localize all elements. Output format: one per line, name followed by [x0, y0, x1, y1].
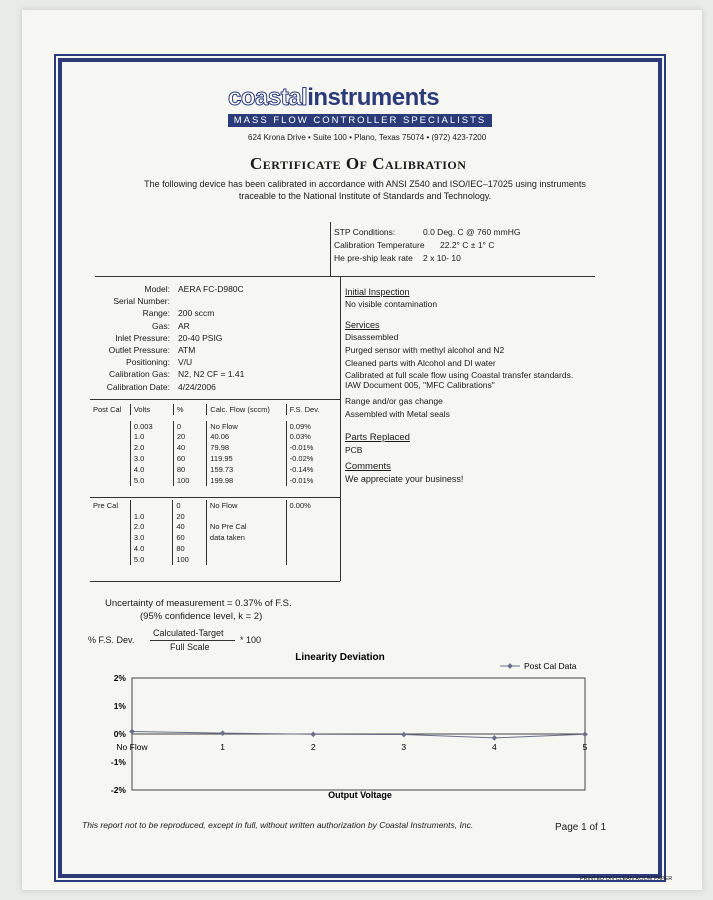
device-field-label: Calibration Date: — [106, 381, 170, 392]
table-cell: 1.0 — [130, 511, 173, 522]
disclaimer: This report not to be reproduced, except in full, without written authorization by Coastal Instruments, Inc. — [82, 820, 474, 830]
device-field-label: Range: — [142, 308, 170, 319]
divider — [90, 581, 340, 582]
table-cell — [90, 511, 130, 522]
divider — [340, 276, 341, 581]
device-field-label: Model: — [144, 284, 170, 294]
device-field-value: N2, N2 CF = 1.41 — [178, 369, 245, 380]
x-tick-label: 5 — [582, 742, 588, 752]
table-cell: 3.0 — [130, 532, 173, 543]
device-field-value: V/U — [178, 357, 193, 368]
table-cell: -0.01% — [286, 442, 340, 453]
table-cell: 20 — [173, 511, 207, 522]
y-tick-label: 1% — [113, 701, 126, 711]
table-cell: -0.01% — [286, 475, 340, 486]
table-row — [90, 543, 340, 554]
table-row — [90, 442, 340, 453]
post-cal-table — [90, 404, 340, 486]
table-cell — [130, 500, 173, 511]
linearity-chart — [90, 650, 610, 800]
x-tick-label: 2 — [310, 742, 316, 752]
leak-label: He pre-ship leak rate — [334, 253, 413, 263]
formula-numerator: Calculated-Target — [153, 628, 224, 638]
device-field-value: 4/24/2006 — [178, 381, 216, 392]
table-row — [90, 511, 340, 522]
table-cell: 40 — [173, 522, 207, 533]
parts-title: Parts Replaced — [345, 432, 410, 443]
x-tick-label: 3 — [401, 742, 407, 752]
table-cell: 159.73 — [207, 464, 286, 475]
uncertainty-line: Uncertainty of measurement = 0.37% of F.S. — [105, 598, 292, 609]
table-cell: -0.14% — [286, 464, 340, 475]
y-tick-label: -1% — [110, 757, 126, 767]
table-cell: 0 — [173, 500, 207, 511]
table-row — [90, 464, 340, 475]
device-field-value: AR — [178, 320, 190, 331]
table-cell: 0.03% — [286, 432, 340, 443]
table-cell: 20 — [173, 432, 206, 443]
table-cell — [90, 453, 130, 464]
device-field-label: Positioning: — [126, 357, 170, 368]
inspection-title: Initial Inspection — [345, 287, 410, 297]
table-cell — [90, 475, 130, 486]
table-cell: No Flow — [206, 500, 286, 511]
table-cell: 119.95 — [207, 453, 286, 464]
intro-text: The following device has been calibrated in accordance with ANSI Z540 and ISO/IEC–17025 using instruments traceable to the National Institute of Standards and Technology. — [144, 179, 586, 201]
pre-cal-table — [90, 500, 340, 565]
table-cell: 40.06 — [207, 432, 286, 443]
data-point — [401, 732, 407, 738]
stp-value: 0.0 Deg. C @ 760 mmHG — [423, 227, 521, 237]
table-cell: 80 — [173, 464, 206, 475]
leak-value: 2 x 10- 10 — [423, 253, 461, 263]
column-header: F.S. Dev. — [286, 404, 340, 415]
table-cell: No Flow — [207, 421, 286, 432]
column-header: Volts — [130, 404, 173, 415]
table-cell — [206, 543, 286, 554]
table-cell: 5.0 — [130, 554, 173, 565]
x-axis-label: Output Voltage — [328, 790, 392, 800]
device-field-value: ATM — [178, 345, 196, 355]
table-cell: 79.98 — [207, 442, 286, 453]
data-point — [310, 731, 316, 737]
table-cell — [286, 543, 340, 554]
table-row — [90, 532, 340, 543]
chart-title: Linearity Deviation — [295, 652, 385, 663]
device-field-label: Gas: — [152, 320, 170, 331]
formula-prefix: % F.S. Dev. — [88, 635, 135, 645]
table-row — [90, 432, 340, 443]
device-field-value: AERA FC-D980C — [178, 284, 244, 294]
table-cell — [206, 511, 286, 522]
table-cell: 60 — [173, 453, 206, 464]
table-cell: 0.09% — [286, 421, 340, 432]
formula-multiplier: * 100 — [240, 635, 262, 645]
column-header: Calc. Flow (sccm) — [207, 404, 286, 415]
divider — [330, 222, 331, 276]
table-cell — [90, 532, 130, 543]
table-cell: 100 — [173, 554, 207, 565]
table-cell: data taken — [206, 532, 286, 543]
data-point — [492, 735, 498, 741]
table-cell: 2.0 — [130, 522, 173, 533]
table-cell — [90, 543, 130, 554]
table-cell — [90, 432, 130, 443]
table-cell: 60 — [173, 532, 207, 543]
device-field-value: 200 sccm — [178, 308, 215, 319]
table-cell — [286, 522, 340, 533]
table-row — [90, 453, 340, 464]
y-tick-label: 2% — [113, 673, 126, 683]
inspection-text: No visible contamination — [345, 299, 438, 309]
table-cell: 80 — [173, 543, 207, 554]
temp-label: Calibration Temperature — [334, 240, 425, 250]
paper-note: PRINTED ON CLEAN ROOM PAPER — [580, 876, 673, 882]
company-address: 624 Krona Drive • Suite 100 • Plano, Texas 75074 • (972) 423-7200 — [248, 133, 487, 142]
x-tick-label: 4 — [492, 742, 497, 752]
fraction-bar — [150, 640, 235, 641]
post-cal-label: Post Cal — [93, 404, 122, 414]
comments-text: We appreciate your business! — [345, 474, 464, 484]
x-tick-label: No Flow — [116, 742, 148, 752]
table-cell: 2.0 — [130, 442, 173, 453]
service-item: Calibrated at full scale flow using Coastal transfer standards. IAW Document 005, "MFC Calibrations" — [345, 370, 574, 390]
table-cell: 4.0 — [130, 543, 173, 554]
legend-marker — [507, 663, 513, 669]
table-cell — [90, 464, 130, 475]
table-cell — [90, 442, 130, 453]
table-cell: No Pre Cal — [206, 522, 286, 533]
table-row — [90, 522, 340, 533]
device-field-label: Calibration Gas: — [109, 369, 170, 380]
confidence-line: (95% confidence level, k = 2) — [140, 611, 263, 622]
device-field-value: 20-40 PSIG — [178, 332, 223, 343]
formula-denominator: Full Scale — [170, 642, 210, 652]
device-field-label: Inlet Pressure: — [115, 332, 170, 343]
table-cell — [90, 421, 130, 432]
y-tick-label: -2% — [110, 785, 126, 795]
device-field-label: Outlet Pressure: — [108, 345, 170, 355]
pre-cal-label: Pre Cal — [93, 500, 119, 510]
series-line — [132, 731, 585, 737]
table-cell: 199.98 — [207, 475, 286, 486]
service-item: Disassembled — [345, 332, 399, 342]
divider — [95, 276, 595, 277]
x-tick-label: 1 — [220, 742, 225, 752]
table-cell: 0.00% — [286, 500, 340, 511]
table-cell — [90, 522, 130, 533]
table-cell: 3.0 — [130, 453, 173, 464]
table-header-row — [90, 404, 340, 415]
legend-label: Post Cal Data — [524, 661, 577, 671]
table-cell: 0.003 — [130, 421, 173, 432]
divider — [90, 399, 340, 400]
service-item: Purged sensor with methyl alcohol and N2 — [345, 345, 505, 355]
table-cell: 0 — [173, 421, 206, 432]
y-tick-label: 0% — [113, 729, 126, 739]
temp-value: 22.2° C ± 1° C — [440, 240, 495, 250]
column-header: % — [173, 404, 206, 415]
data-point — [129, 729, 135, 735]
service-item: Cleaned parts with Alcohol and DI water — [345, 358, 496, 368]
device-field-label: Serial Number: — [113, 296, 170, 307]
table-cell — [90, 554, 130, 565]
table-cell — [286, 554, 340, 565]
table-cell — [206, 554, 286, 565]
services-title: Services — [345, 320, 380, 330]
company-tagline: MASS FLOW CONTROLLER SPECIALISTS — [228, 114, 492, 127]
table-cell: 100 — [173, 475, 206, 486]
certificate-title: Certificate Of Calibration — [250, 154, 467, 173]
company-logo: coastalinstruments — [228, 84, 440, 111]
service-item: Assembled with Metal seals — [345, 409, 450, 419]
stp-label: STP Conditions: — [334, 227, 396, 237]
data-point — [220, 730, 226, 736]
table-cell: -0.02% — [286, 453, 340, 464]
table-row — [90, 421, 340, 432]
table-cell: 5.0 — [130, 475, 173, 486]
table-cell: 1.0 — [130, 432, 173, 443]
parts-text: PCB — [345, 445, 363, 455]
table-cell — [286, 532, 340, 543]
service-item: Range and/or gas change — [345, 396, 443, 406]
divider — [90, 497, 340, 498]
table-row — [90, 475, 340, 486]
data-point — [582, 731, 588, 737]
table-row — [90, 554, 340, 565]
table-cell — [286, 511, 340, 522]
page-number: Page 1 of 1 — [555, 822, 607, 833]
comments-title: Comments — [345, 461, 391, 472]
table-cell: 40 — [173, 442, 206, 453]
table-cell: 4.0 — [130, 464, 173, 475]
table-row — [90, 500, 340, 511]
